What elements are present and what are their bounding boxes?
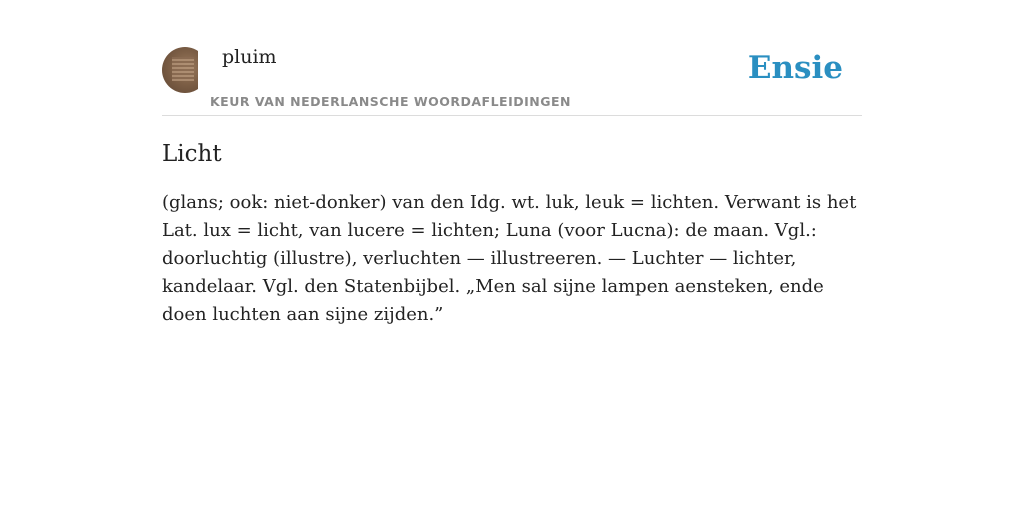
entry-definition: (glans; ook: niet-donker) van den Idg. wt. luk, leuk = lichten. Verwant is het Lat. lux = licht, van lucere = lichten; Luna (voor Lucna): de maan. Vgl.: doorluchtig (illustre), verluchten — illustreeren. — Luchter — lichter, kandelaar. Vgl. den Statenbijbel. „Men sal sijne lampen aensteken, ende doen luchten aan sijne zijden.” (162, 192, 857, 325)
username[interactable]: pluim (222, 46, 277, 68)
source-label[interactable]: KEUR VAN NEDERLANSCHE WOORDAFLEIDINGEN (210, 94, 571, 109)
entry-title: Licht (162, 141, 222, 167)
page (162, 0, 862, 329)
avatar-image (172, 57, 194, 81)
header (162, 0, 862, 116)
brand-logo[interactable]: Ensie (747, 50, 843, 86)
avatar[interactable] (162, 47, 208, 93)
